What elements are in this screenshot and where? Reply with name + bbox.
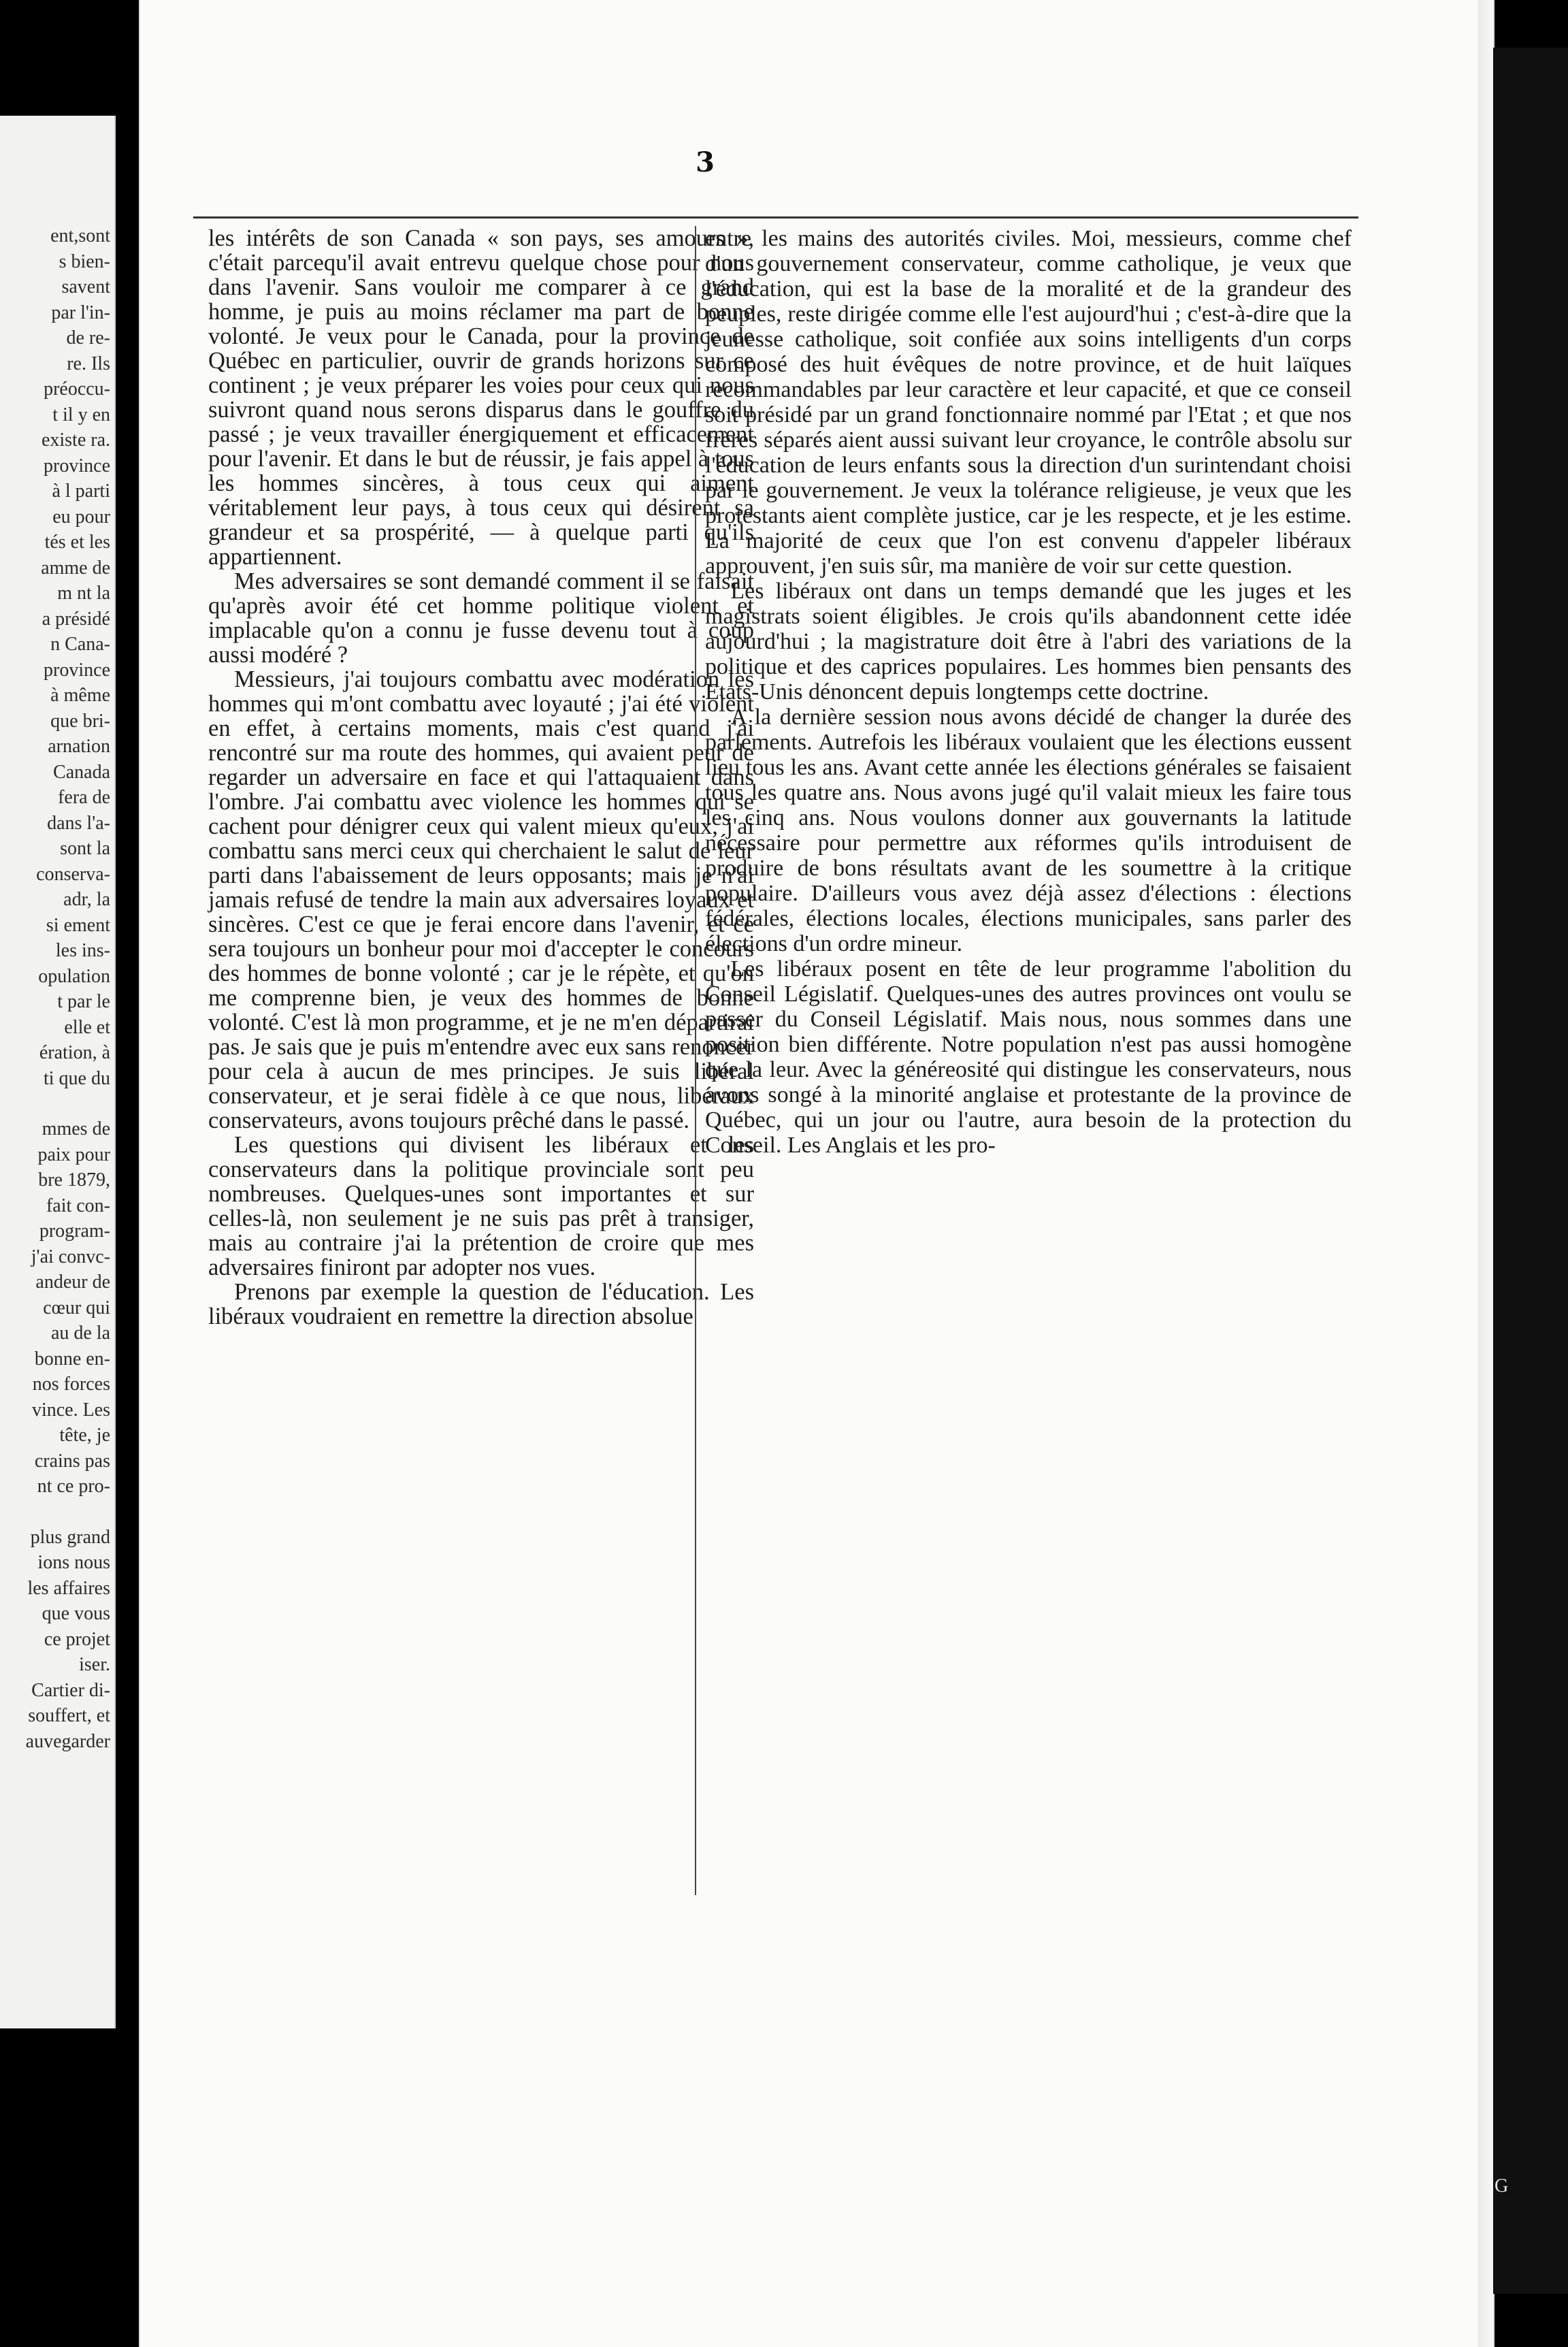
previous-page-line: mmes de xyxy=(42,1118,110,1139)
previous-page-line: au de la xyxy=(50,1323,110,1344)
scan-border xyxy=(1493,48,1568,2294)
column-divider xyxy=(695,226,696,1895)
previous-page-line: souffert, et xyxy=(28,1705,110,1726)
previous-page-line: plus grand xyxy=(30,1526,110,1548)
previous-page-line: iser. xyxy=(79,1654,110,1675)
previous-page-line: bre 1879, xyxy=(38,1169,110,1191)
previous-page-line: à l parti xyxy=(52,481,110,502)
previous-page-line: crains pas xyxy=(34,1450,110,1472)
previous-page-line: province xyxy=(44,659,110,681)
previous-page-line: ent,sont xyxy=(50,225,110,246)
previous-page-line: ti que du xyxy=(44,1067,110,1089)
previous-page-line: à même xyxy=(50,685,110,706)
previous-page-line: paix pour xyxy=(37,1144,110,1165)
previous-page-line: eu pour xyxy=(52,506,110,528)
previous-page-line: tés et les xyxy=(44,532,110,553)
previous-page-line: opulation xyxy=(38,965,110,987)
previous-page-line: tête, je xyxy=(59,1425,110,1446)
paragraph: les intérêts de son Canada « son pays, ses amours », c'était parcequ'il avait entrevu quelque chose pour nous dans l'avenir. Sans vouloir me comparer à ce grand homme, je puis au moins réclamer ma part de bonne volonté. Je veux pour le Canada, pour la province de Québec en particulier, ouvrir de grands horizons sur ce continent ; je veux préparer les voies pour ceux qui nous suivront quand nous serons disparus dans le gouffre du passé ; je veux travailler énergiquement et efficacement pour l'avenir. Et dans le but de réussir, je fais appel à tous les hommes sincères, à tous ceux qui aiment véritablement leur pays, à tous ceux qui désirent sa grandeur et sa prospérité, — à quelque parti qu'ils appartiennent. xyxy=(208,225,754,570)
previous-page-line: re. Ils xyxy=(67,353,110,374)
previous-page-line: j'ai convc- xyxy=(31,1246,110,1267)
paragraph: Prenons par exemple la question de l'éducation. Les libéraux voudraient en remettre la direction absolue xyxy=(208,1279,754,1329)
previous-page-line: ce projet xyxy=(44,1628,110,1650)
previous-page-line: les affaires xyxy=(27,1577,110,1599)
previous-page-line: bonne en- xyxy=(34,1348,110,1370)
paragraph: Messieurs, j'ai toujours combattu avec modération les hommes qui m'ont combattu avec loyauté ; j'ai été violent en effet, à certains moments, mais c'est quand j'ai rencontré sur ma route des hommes, qui avaient peur de regarder un adversaire en face et qui l'attaquaient dans l'ombre. J'ai combattu avec violence les hommes qui se cachent pour dénigrer ceux qui valent mieux qu'eux, j'ai combattu sans merci ceux qui cherchaient le salut de leur parti dans l'abaissement de leurs opposants; mais je n'ai jamais refusé de tendre la main aux adversaires loyaux et sincères. C'est ce que je ferai encore dans l'avenir, et ce sera toujours un bonheur pour moi d'accepter le concours des hommes de bonne volonté ; car je le répète, et qu'on me comprenne bien, je veux des hommes de bonne volonté. C'est là mon programme, et je ne m'en départirai pas. Je sais que je puis m'entendre avec eux sans renoncer pour cela à aucun de mes principes. Je suis libéral conservateur, et je serai fidèle à ce que nous, libéraux conservateurs, avons toujours prêché dans le passé. xyxy=(208,666,754,1133)
previous-page-line: fait con- xyxy=(46,1195,110,1216)
previous-page-line: de re- xyxy=(66,327,110,349)
previous-page-line: auvegarder xyxy=(25,1730,110,1752)
previous-page-line: ions nous xyxy=(37,1552,110,1573)
previous-page-line: Canada xyxy=(53,761,110,783)
previous-page-line: préoccu- xyxy=(44,378,110,400)
previous-page-line: par l'in- xyxy=(51,302,110,323)
previous-page-line: existe ra. xyxy=(41,430,110,451)
previous-page-line: savent xyxy=(61,276,110,297)
paragraph: A la dernière session nous avons décidé de changer la durée des parlements. Autrefois les libéraux voulaient que les élections eussent lieu tous les ans. Avant cette année les élections générales se faisaient tous les quatre ans. Nous avons jugé qu'il valait mieux les faire tous les cinq ans. Nous voulons donner aux gouvernants la latitude nécessaire pour permettre aux réformes qu'ils introduisent de produire de bons résultats avant de les soumettre à la critique populaire. D'ailleurs vous avez déjà assez d'élections : élections fédérales, élections locales, élections municipales, sans parler des élections d'un ordre mineur. xyxy=(705,705,1352,956)
article-column-left xyxy=(208,226,754,1329)
paragraph: Les questions qui divisent les libéraux et les conservateurs dans la politique provinciale sont peu nombreuses. Quelques-unes sont importantes et sur celles-là, non seulement je ne suis pas prêt à transiger, mais au contraire j'ai la prétention de croire que mes adversaires finiront par adopter nos vues. xyxy=(208,1132,754,1280)
article-column-right xyxy=(705,226,1352,1158)
previous-page-line: si ement xyxy=(46,914,110,936)
previous-page-line: fera de xyxy=(58,787,110,808)
previous-page-text xyxy=(0,223,110,1754)
previous-page-line: andeur de xyxy=(35,1272,110,1293)
paragraph: Mes adversaires se sont demandé comment il se faisait qu'après avoir été cet homme politique violent et implacable qu'on a connu je fusse devenu tout à coup aussi modéré ? xyxy=(208,568,754,668)
previous-page-line: t par le xyxy=(57,991,110,1012)
stray-scan-mark: G xyxy=(1494,2175,1509,2197)
previous-page-line: conserva- xyxy=(36,863,110,885)
newspaper-page xyxy=(140,0,1493,2347)
previous-page-line: s bien- xyxy=(59,250,110,272)
previous-page-line: que bri- xyxy=(50,710,110,732)
previous-page-line: les ins- xyxy=(55,940,110,961)
previous-page-line: nt ce pro- xyxy=(37,1476,110,1497)
paragraph: Les libéraux posent en tête de leur programme l'abolition du Conseil Législatif. Quelques-unes des autres provinces ont voulu se passer du Conseil Législatif. Mais nous, nous sommes dans une position bien différente. Notre population n'est pas aussi homogène que la leur. Avec la généreosité qui distingue les conservateurs, nous avons songé à la minorité anglaise et protestante de la province de Québec, qui un jour ou l'autre, aura besoin de la protection du Conseil. Les Anglais et les pro- xyxy=(705,956,1352,1158)
previous-page-line: a présidé xyxy=(42,608,110,630)
previous-page-line: ération, à xyxy=(39,1042,110,1063)
previous-page-line: cœur qui xyxy=(43,1297,110,1318)
previous-page-line: nos forces xyxy=(32,1374,110,1395)
paragraph: Les libéraux ont dans un temps demandé que les juges et les magistrats soient éligibles. Je crois qu'ils abandonnent cette idée aujourd'hui ; la magistrature doit être à l'abri des variations de la politique et des caprices populaires. Les hommes bien pensants des Etats-Unis dénoncent depuis longtemps cette doctrine. xyxy=(705,579,1352,705)
previous-page-line: sont la xyxy=(60,838,110,859)
paragraph: entre les mains des autorités civiles. Moi, messieurs, comme chef d'un gouvernement conservateur, comme catholique, je veux que l'éducation, qui est la base de la moralité et de la grandeur des peuples, reste dirigée comme elle l'est aujourd'hui ; c'est-à-dire que la jeunesse catholique, soit confiée aux soins intelligents d'un corps composé des huit évêques de notre province, et de huit laïques recommandables par leur caractère et leur capacité, et que ce conseil soit présidé par un grand fonctionnaire nommé par l'Etat ; et que nos frères séparés aient aussi suivant leur croyance, le contrôle absolu sur l'éducation de leurs enfants sous la direction d'un surintendant choisi par le gouvernement. Je veux la tolérance religieuse, je veux que les protestants aient complète justice, car je les respecte, et je les estime. La majorité de ceux que l'on est convenu d'appeler libéraux approuvent, j'en suis sûr, ma manière de voir sur cette question. xyxy=(705,226,1352,579)
previous-page-line: n Cana- xyxy=(50,634,110,655)
previous-page-line: dans l'a- xyxy=(47,812,110,834)
page-edge-shadow xyxy=(1478,0,1493,2347)
previous-page-line: province xyxy=(44,455,110,476)
previous-page-line: que vous xyxy=(42,1603,110,1624)
previous-page-fragment xyxy=(0,116,116,2028)
previous-page-line: amme de xyxy=(41,557,110,579)
previous-page-line: program- xyxy=(39,1220,110,1242)
previous-page-line: m nt la xyxy=(57,583,110,604)
previous-page-line: t il y en xyxy=(52,404,110,425)
page-number: 3 xyxy=(696,146,715,178)
previous-page-line: arnation xyxy=(48,736,110,757)
previous-page-line: adr, la xyxy=(63,889,110,910)
previous-page-line: vince. Les xyxy=(31,1399,110,1421)
header-rule xyxy=(193,216,1358,218)
previous-page-line: elle et xyxy=(64,1016,110,1038)
previous-page-line: Cartier di- xyxy=(31,1679,110,1701)
